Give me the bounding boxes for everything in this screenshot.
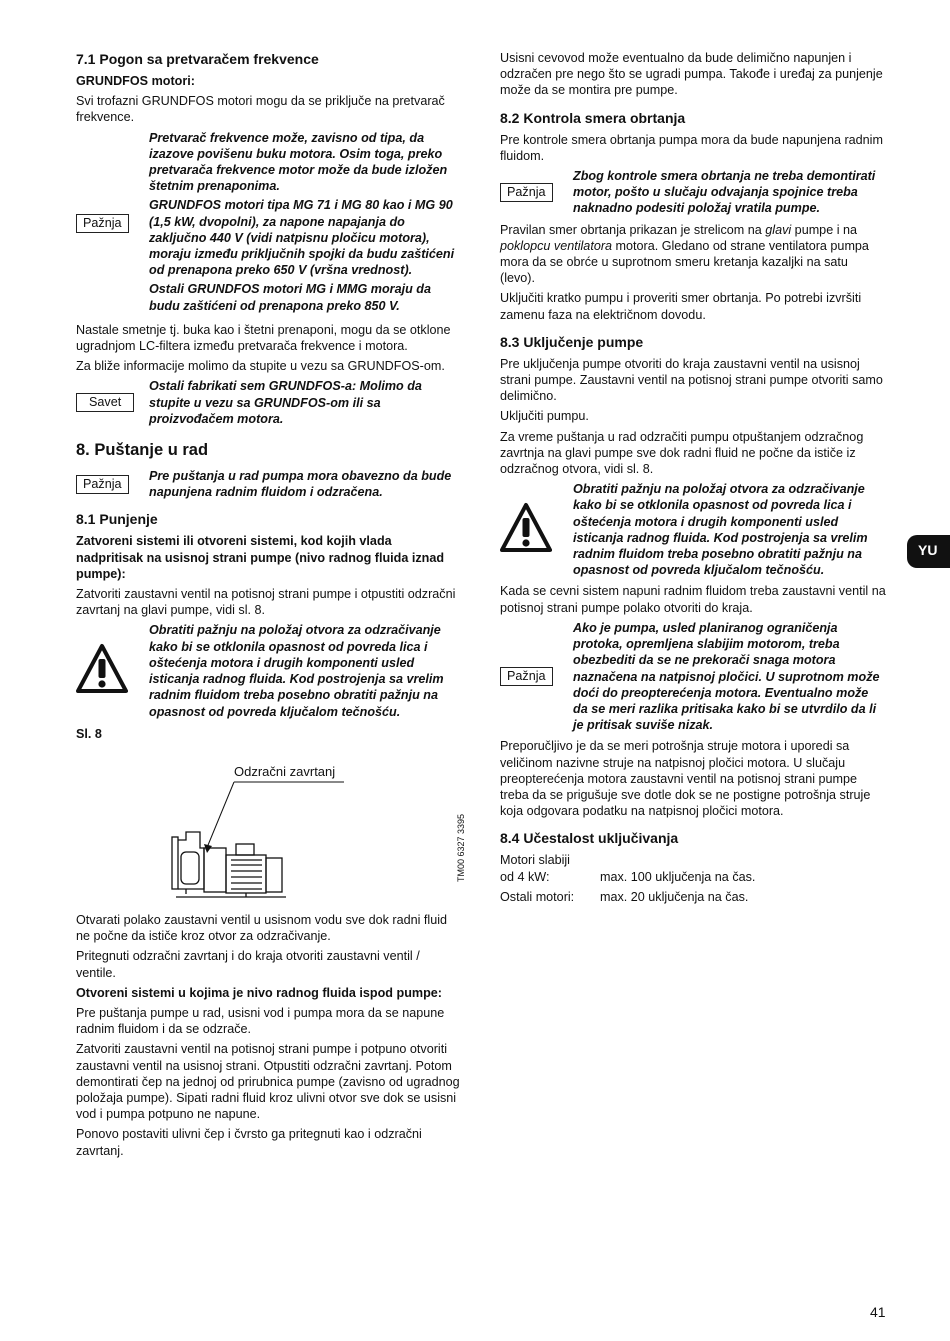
text-run: motora. Gledano od strane ventilatora pumpa mora da se obrće u suprotnom smeru kretanja kazaljki na satu (levo).: [500, 238, 869, 286]
note-text: Ostali fabrikati sem GRUNDFOS-a: Molimo da stupite u vezu sa GRUNDFOS-om ili sa proizvođačem motora.: [149, 379, 422, 426]
paragraph: Usisni cevovod može eventualno da bude delimično napunjen i odzračen pre nego što se ugradi pumpa. Takođe i uređaj za punjenje može da se montira pre pumpe.: [500, 51, 883, 98]
paragraph: Pritegnuti odzračni zavrtanj i do kraja otvoriti zaustavni ventil / ventile.: [76, 949, 420, 980]
frequency-row: [500, 852, 886, 884]
figure-callout: Odzračni zavrtanj: [234, 763, 336, 779]
frequency-key-line: od 4 kW:: [500, 869, 550, 884]
attention-note: [500, 168, 886, 217]
paragraph: Zatvoriti zaustavni ventil na potisnoj strani pumpe i otpustiti odzračni zavrtanj na glavi pumpe, vidi sl. 8.: [76, 587, 456, 618]
paragraph: Pre uključenja pumpe otvoriti do kraja zaustavni ventil na usisnoj strani pumpe. Zaustavni ventil na potisnoj strani pumpe otvoriti samo delimično.: [500, 356, 883, 404]
section-8-1-title: 8.1 Punjenje: [76, 511, 158, 528]
note-text: GRUNDFOS motori tipa MG 71 i MG 80 kao i MG 90 (1,5 kW, dvopolni), za napone napajanja do zaključno 440 V (vidi natpisnu pločicu motora), moraju između priključnih spojki da budu zaštićeni od prenapona preko 650 V (vršna vrednost).: [149, 198, 455, 278]
left-column: [76, 50, 466, 1163]
warning-note: [500, 481, 886, 578]
paragraph: Pre puštanja pumpe u rad, usisni vod i pumpa mora da se napune radnim fluidom i da se odzrače.: [76, 1005, 445, 1037]
paragraph: Ponovo postaviti ulivni čep i čvrsto ga pritegnuti kao i odzračni zavrtanj.: [76, 1127, 422, 1158]
warning-note: [76, 622, 462, 719]
note-text: Pretvarač frekvence može, zavisno od tipa, da izazove povišenu buku motora. Osim toga, preko pretvarača frekvence motor može da bude izložen štetnim prenaponima.: [149, 130, 448, 194]
page-number: 41: [870, 1304, 886, 1320]
section-8-3-title: 8.3 Uključenje pumpe: [500, 333, 644, 350]
tip-label: Savet: [76, 393, 134, 412]
attention-label: Pažnja: [76, 214, 129, 233]
frequency-key-line: Motori slabiji: [500, 853, 570, 868]
section-7-1-title: 7.1 Pogon sa pretvaračem frekvence: [76, 51, 319, 67]
attention-note: [500, 620, 886, 733]
paragraph: Uključiti pumpu.: [500, 409, 589, 424]
paragraph: Pre kontrole smera obrtanja pumpa mora da bude napunjena radnim fluidom.: [500, 132, 883, 163]
attention-label: Pažnja: [500, 667, 553, 686]
section-8-2-title: 8.2 Kontrola smera obrtanja: [500, 109, 686, 126]
subheading-closed-systems: Zatvoreni sistemi ili otvoreni sistemi, kod kojih vlada nadpritisak na usisnoj strani pumpe (nivo radnog fluida iznad pumpe):: [76, 534, 445, 581]
paragraph: Zatvoriti zaustavni ventil na potisnoj strani pumpe i potpuno otvoriti zaustavni ventil na usisnoj strani. Otpustiti odzračni zavrtanj. Potom demontirati čep na jednoj od prirubnica pumpe (zavisno od ugradnog položaja pumpe). Sipati radni fluid kroz ulivni otvor sve dok se usisni vod i pumpa potpuno ne napune.: [76, 1042, 460, 1122]
frequency-value: max. 20 uključenja na čas.: [600, 889, 749, 904]
attention-note: [76, 468, 462, 500]
note-text: Pre puštanja u rad pumpa mora obavezno da bude napunjena radnim fluidom i odzračena.: [149, 469, 452, 500]
attention-note: [76, 130, 462, 317]
frequency-key: Ostali motori:: [500, 889, 575, 904]
note-text: Ako je pumpa, usled planiranog ograničenja protoka, opremljena slabijim motorom, treba obezbediti da se ne prekorači snaga motora naznačena na natpisnoj pločici. U suprotnom može doći do preopterećenja motora. Eventualno može da se meri razlika pritisaka kako bi se utvrdilo da li je pritisak suviše nizak.: [573, 620, 880, 733]
section-8-4-title: 8.4 Učestalost uključivanja: [500, 830, 679, 847]
subheading-grundfos-motors: GRUNDFOS motori:: [76, 74, 195, 88]
section-8-title: 8. Puštanje u rad: [76, 441, 209, 460]
text-run-italic: glavi: [765, 222, 792, 237]
right-column: [500, 50, 886, 905]
paragraph: Otvarati polako zaustavni ventil u usisnom vodu sve dok radni fluid ne počne da ističe kroz otvor za odzračivanje.: [76, 912, 448, 944]
paragraph: Za vreme puštanja u rad odzračiti pumpu otpuštanjem odzračnog zavrtnja na glavi pumpe sve dok radni fluid ne počne da ističe iz odzračnog otvora, vidi sl. 8.: [500, 429, 864, 477]
paragraph: Za bliže informacije molimo da stupite u vezu sa GRUNDFOS-om.: [76, 359, 445, 374]
paragraph: Kada se cevni sistem napuni radnim fluidom treba zaustavni ventil na potisnoj strani pumpe polako otvoriti do kraja.: [500, 584, 886, 615]
warning-text: Obratiti pažnju na položaj otvora za odzračivanje kako bi se otklonila opasnost od povreda lica i oštećenja motora i drugih komponenti usled isticanja radnog fluida. Kod postrojenja sa vrelim radnim fluidom treba posebno obratiti pažnju na opasnost od povreda ključalom tečnošću.: [573, 482, 868, 578]
text-run: pumpe i na: [791, 222, 857, 237]
subheading-open-systems: Otvoreni sistemi u kojima je nivo radnog fluida ispod pumpe:: [76, 985, 442, 1000]
paragraph: Preporučljivo je da se meri potrošnja struje motora i uporedi sa veličinom nazivne struje na natpisnoj pločici motora. U slučaju preopterećenja motora zaustavni ventil na potisnoj strani pumpe treba da se prigušuje sve dotle dok se ne postigne potrošnja struje koja odgovara podatku na natpisnoj pločici motora.: [500, 739, 871, 819]
pump-drawing: [76, 752, 376, 904]
text-run: Pravilan smer obrtanja prikazan je strelicom na: [500, 222, 766, 237]
language-tab-label: YU: [918, 542, 938, 558]
frequency-value: max. 100 uključenja na čas.: [600, 869, 756, 884]
frequency-row: [500, 889, 886, 905]
text-run-italic: poklopcu ventilatora: [500, 238, 613, 253]
figure-label: Sl. 8: [76, 726, 102, 741]
note-text: Zbog kontrole smera obrtanja ne treba demontirati motor, pošto u slučaju odvajanja spojnice treba naknadno podesiti položaj vratila pumpe.: [573, 169, 876, 216]
tip-note: [76, 378, 462, 427]
paragraph-rotation: [500, 222, 886, 287]
figure-code: TM00 6327 3395: [456, 813, 466, 882]
attention-label: Pažnja: [76, 475, 129, 494]
note-text: Ostali GRUNDFOS motori MG i MMG moraju da budu zaštićeni od prenapona preko 850 V.: [149, 282, 431, 313]
paragraph: Svi trofazni GRUNDFOS motori mogu da se priključe na pretvarač frekvence.: [76, 94, 445, 125]
warning-text: Obratiti pažnju na položaj otvora za odzračivanje kako bi se otklonila opasnost od povreda lica i oštećenja motora i drugih komponenti usled isticanja radnog fluida. Kod postrojenja sa vrelim radnim fluidom treba posebno obratiti pažnju na opasnost od povreda ključalom tečnošću.: [149, 623, 444, 719]
attention-label: Pažnja: [500, 183, 553, 202]
warning-triangle-icon: [76, 643, 128, 695]
paragraph: Nastale smetnje tj. buka kao i štetni prenaponi, mogu da se otklone ugradnjom LC-filtera između pretvarača frekvence i motora.: [76, 322, 451, 354]
language-tab: [907, 535, 950, 568]
paragraph: Uključiti kratko pumpu i proveriti smer obrtanja. Po potrebi izvršiti zamenu faza na električnom dovodu.: [500, 291, 862, 322]
warning-triangle-icon: [500, 502, 552, 554]
frequency-key: [500, 852, 600, 884]
figure-pump: [76, 752, 466, 904]
